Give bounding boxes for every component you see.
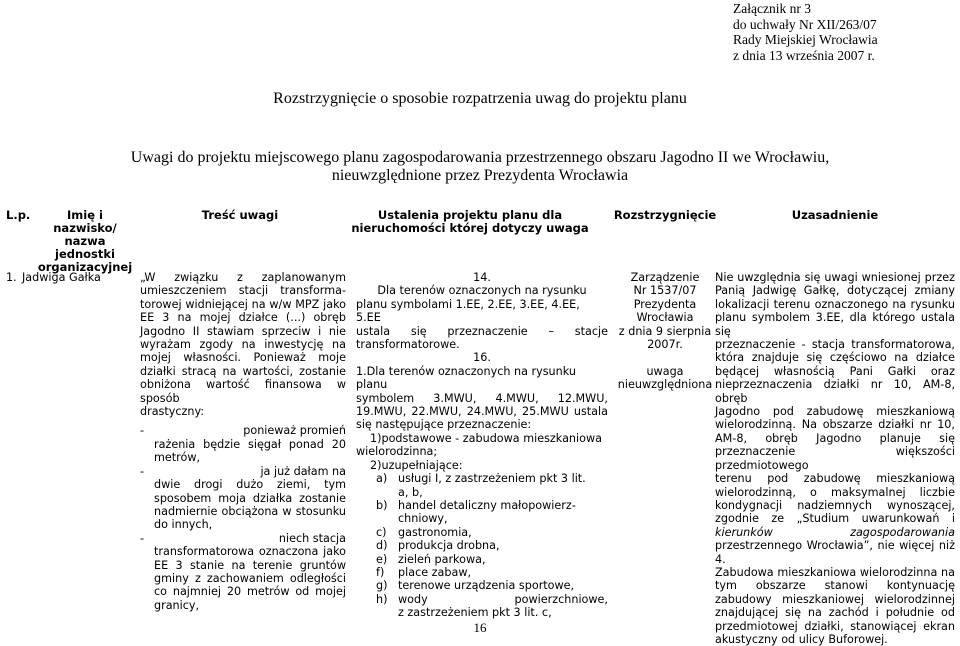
plan-item-line: z zastrzeżeniem pkt 3 lit. c,	[398, 606, 552, 620]
plan-item-line: wody powierzchniowe,	[398, 592, 608, 606]
justification-line: znajdującej się na zachód i południe od	[715, 606, 955, 620]
content-line: drastyczny:	[140, 405, 205, 419]
column-header-justification: Uzasadnienie	[791, 208, 879, 222]
plan-line: 19.MWU, 22.MWU, 24.MWU, 25.MWU ustala	[356, 405, 608, 419]
decision-line: Zarządzenie	[630, 271, 700, 284]
justification-line: nieprzeznaczenia działki nr 10, AM-8, obręb	[715, 378, 955, 405]
content-line: działki stracą na wartości, zostanie	[140, 364, 346, 378]
decision-line: z dnia 9 sierpnia	[618, 324, 712, 338]
justification-line: wielorodzinną. Na obszarze działki nr 10,	[715, 418, 955, 432]
row-content	[140, 271, 346, 612]
column-header-lp: L.p.	[6, 208, 31, 222]
list-letter: g)	[376, 579, 388, 593]
plan-item-line: produkcja drobna,	[398, 539, 500, 553]
column-header-content: Treść uwagi	[201, 208, 279, 222]
list-dash: -	[140, 424, 145, 438]
content-item-line: transformatorowa oznaczona jako	[154, 545, 346, 559]
decision-line: Prezydenta	[633, 297, 697, 311]
decision-line: nieuwzględniona	[617, 378, 713, 392]
content-paragraph	[140, 271, 346, 418]
content-item-line: do innych,	[154, 518, 213, 532]
justification-line: która znajduje się częściowo na działce	[715, 351, 955, 365]
decision-line: uwaga	[646, 364, 684, 378]
plan-section-number: 14.	[473, 271, 491, 284]
decision-line: Nr 1537/07	[633, 284, 697, 298]
justification-line: planu symbolem 3.EE, dla którego ustala się	[715, 311, 955, 338]
column-header-plan-line: nieruchomości której dotyczy uwaga	[351, 221, 589, 235]
list-dash: -	[140, 531, 145, 545]
content-line: Jagodno II stawiam sprzeciw i nie	[140, 324, 346, 338]
list-letter: b)	[376, 498, 388, 512]
justification-line: Jagodno pod zabudowę mieszkaniową	[715, 405, 955, 419]
row-justification	[715, 271, 955, 646]
plan-item-line: handel detaliczny małopowierz-	[398, 498, 576, 512]
content-item-line: sposobem moja działka zostanie	[154, 491, 346, 505]
list-letter: c)	[376, 525, 387, 539]
plan-line: wielorodzinna;	[356, 445, 438, 459]
plan-list-item	[374, 472, 608, 499]
justification-line: zabudowy mieszkaniowej wielorodzinnej	[715, 592, 955, 606]
plan-item-line: zieleń parkowa,	[398, 552, 486, 566]
justification-line: przeznaczenie większości przedmiotowego	[715, 445, 955, 472]
column-header-plan-line: Ustalenia projektu planu dla	[377, 208, 563, 222]
content-item-line: dwie drogi dużo ziemi, tym	[154, 478, 346, 492]
plan-item-line: place zabaw,	[398, 565, 472, 579]
column-header-name-line: nazwa	[64, 234, 106, 248]
plan-list-item	[374, 539, 608, 552]
content-item-line: nadmiernie obciążona w stosunku	[154, 504, 346, 518]
content-line: obniżona wartość finansowa w sposób	[140, 378, 346, 405]
plan-item-line: usługi I, z zastrzeżeniem pkt 3 lit.	[398, 472, 586, 486]
column-header-name-line: nazwisko/	[53, 221, 117, 235]
plan-list-item	[374, 566, 608, 579]
page-number: 16	[473, 620, 487, 635]
content-line: umieszczeniem stacji transforma-	[140, 284, 346, 298]
content-item-line: metrów,	[154, 451, 201, 465]
content-item-line: gminy z zachowaniem odległości	[154, 571, 346, 585]
justification-line: wielorodzinną, o maksymalnej liczbie	[715, 485, 955, 499]
content-list-item	[140, 532, 346, 612]
content-line: wyrażam zgody na inwestycję na	[140, 338, 346, 352]
justification-line: tym obszarze stanowi kontynuację	[715, 579, 955, 593]
plan-item-line: terenowe urządzenia sportowe,	[398, 579, 575, 593]
column-header-name	[30, 209, 140, 274]
list-letter: e)	[376, 552, 388, 566]
justification-line: będącej własnością Pani Gałki oraz	[715, 364, 955, 378]
justification-line: Panią Jadwigę Gałkę, dotyczącej zmiany	[715, 284, 955, 298]
subtitle-line: nieuwzględnione przez Prezydenta Wrocławia	[331, 167, 629, 184]
justification-line: kondygnacji nadziemnych wynoszącej,	[715, 498, 955, 512]
plan-list-item	[374, 526, 608, 539]
plan-line: Dla terenów oznaczonych na rysunku	[377, 284, 587, 298]
page-title: Rozstrzygnięcie o sposobie rozpatrzenia uwag do projektu planu	[273, 90, 687, 107]
plan-list-item	[374, 579, 608, 592]
row-plan	[356, 271, 608, 620]
column-header-decision: Rozstrzygnięcie	[613, 208, 717, 222]
plan-line: 1.Dla terenów oznaczonych na rysunku planu	[356, 364, 576, 392]
column-header-name-line: Imię i	[67, 208, 103, 222]
plan-line: 1)podstawowe - zabudowa mieszkaniowa	[370, 431, 602, 445]
decision-line	[605, 351, 725, 364]
plan-line: transformatorowe.	[356, 338, 460, 352]
content-list-item	[140, 424, 346, 464]
plan-line: planu symbolami 1.EE, 2.EE, 3.EE, 4.EE, 5.EE	[356, 297, 580, 325]
plan-item-line: chniowy,	[398, 512, 448, 526]
plan-item-line: gastronomia,	[398, 525, 472, 539]
list-letter: f)	[376, 565, 385, 579]
content-item-line: niech stacja	[278, 531, 346, 545]
justification-line: przeznaczenie - stacja transformatorowa,	[715, 338, 955, 352]
content-item-line: co najmniej 20 metrów od mojej	[154, 585, 346, 599]
plan-list-item	[374, 553, 608, 566]
row-decision	[605, 271, 725, 392]
decision-line: Wrocławia	[636, 311, 694, 325]
justification-line: AM-8, obręb Jagodno planuje się	[715, 431, 955, 445]
plan-line: ustala się przeznaczenie – stacje	[356, 324, 608, 338]
content-list-item	[140, 465, 346, 532]
plan-line: 2)uzupełniające:	[370, 458, 463, 472]
justification-line: lokalizacji terenu oznaczonego na rysunku	[715, 297, 955, 311]
justification-line: zgodnie ze „Studium uwarunkowań i	[715, 512, 955, 526]
plan-line: się następujące przeznaczenie:	[356, 418, 532, 432]
page-subtitle	[0, 149, 960, 185]
column-header-name-line: jednostki	[55, 247, 115, 261]
plan-list-item	[374, 499, 608, 526]
attachment-line: z dnia 13 września 2007 r.	[733, 47, 875, 63]
row-lp: 1.	[6, 271, 17, 284]
column-header-name-line: organizacyjnej	[37, 260, 133, 274]
content-item-line: EE 3 stanie na terenie gruntów	[154, 558, 346, 572]
plan-line: symbolem 3.MWU, 4.MWU, 12.MWU,	[356, 391, 608, 405]
content-line: EE 3 na mojej działce (...) obręb	[140, 311, 346, 325]
content-item-line: ponieważ promień	[243, 424, 346, 438]
decision-line: 2007r.	[647, 338, 683, 352]
content-line: mojej własności. Ponieważ moje	[140, 351, 346, 365]
list-dash: -	[140, 464, 145, 478]
justification-line: akustyczny od ulicy Buforowej.	[715, 632, 888, 646]
attachment-note	[733, 1, 878, 63]
column-header-plan	[340, 209, 600, 235]
justification-line: Nie uwzględnia się uwagi wniesionej przez	[715, 271, 955, 284]
list-letter: a)	[376, 472, 388, 486]
row-name: Jadwiga Gałka	[22, 271, 101, 284]
justification-line: terenu pod zabudowę mieszkaniową	[715, 472, 955, 486]
content-line: „W związku z zaplanowanym	[140, 271, 346, 284]
justification-line: Zabudowa mieszkaniowa wielorodzinna na	[715, 565, 955, 579]
justification-line: przestrzennego Wrocławia”, nie więcej niż 4.	[715, 539, 955, 566]
subtitle-line: Uwagi do projektu miejscowego planu zagospodarowania przestrzennego obszaru Jagodno II we Wrocławiu,	[130, 149, 830, 166]
plan-item-line: a, b,	[398, 485, 423, 499]
content-item-line: granicy,	[154, 598, 200, 612]
list-letter: h)	[376, 592, 388, 606]
attachment-line: Załącznik nr 3	[733, 1, 811, 16]
content-item-line: rażenia będzie sięgał ponad 20	[154, 437, 346, 451]
justification-line: przedmiotowej działki, stanowiącej ekran	[715, 619, 955, 633]
attachment-line: do uchwały Nr XII/263/07	[733, 16, 877, 32]
content-item-line: ja już dałam na	[260, 464, 346, 478]
content-line: torowej widniejącej na w/w MPZ jako	[140, 297, 346, 311]
plan-list-item	[374, 593, 608, 620]
justification-line: kierunków zagospodarowania	[715, 525, 955, 539]
attachment-line: Rady Miejskiej Wrocławia	[733, 32, 878, 47]
plan-section-number: 16.	[473, 351, 491, 365]
list-letter: d)	[376, 539, 388, 553]
